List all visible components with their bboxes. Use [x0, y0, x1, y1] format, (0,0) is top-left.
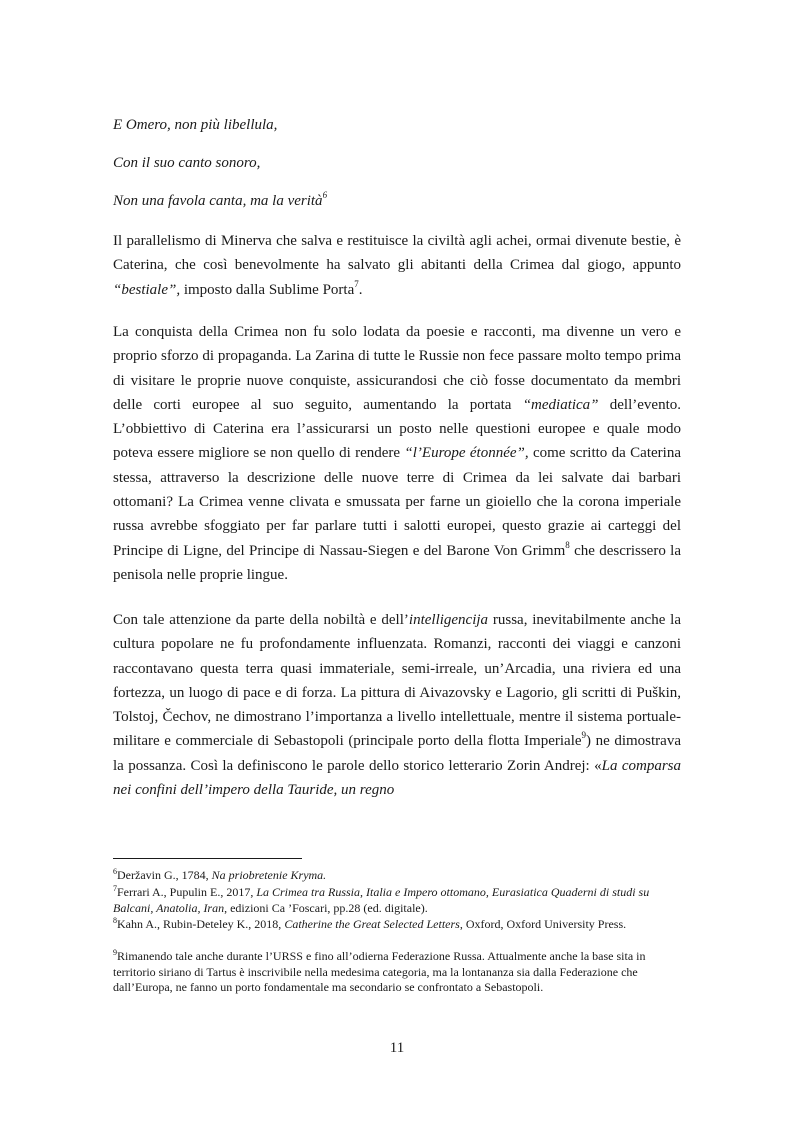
footnote-ref-6: 6: [322, 190, 328, 200]
footnote-ref-8: 8: [565, 539, 570, 550]
verse-line-3: Non una favola canta, ma la verità$^6$: [113, 190, 328, 209]
footnote-ref-9: 9: [581, 730, 587, 741]
footnote-separator: [113, 858, 302, 859]
footnote-ref-7: 7: [354, 278, 359, 289]
paragraph-2: La conquista della Crimea non fu solo lodata da poesie e racconti, ma divenne un vero e proprio sforzo di propaganda. La Zarina di tutte le Russie non fece passare molto tempo prima di visitare le proprie nuove conquiste, assicurandosi che ciò fosse documentato da membri delle corti europee al suo seguito, aumentando la portata “mediatica” dell’evento. L’obbiettivo di Caterina era l’assicurarsi un posto nelle questioni europee e quale modo poteva essere migliore se non quello di rendere “l’Europe étonnée”, come scritto da Caterina stessa, attraverso la descrizione delle nuove terre di Crimea da lei salvate dai barbari ottomani? La Crimea venne clivata e smussata per farne un gioiello che la corona imperiale russa avrebbe sfoggiato per far parlare tutti i salotti europei, questo grazie ai carteggi del Principe di Ligne, del Principe di Nassau-Siegen e del Barone Von Grimm$^8$ che descrissero la penisola nelle proprie lingue.: [113, 324, 681, 583]
footnote-8: $^8$Kahn A., Rubin-Deteley K., 2018, Catherine the Great Selected Letters, Oxford, Oxford University Press.: [113, 916, 627, 931]
paragraph-1: Il parallelismo di Minerva che salva e restituisce la civiltà agli achei, ormai divenute bestie, è Caterina, che così benevolmente ha salvato gli abitanti della Crimea dal giogo, appunto “bestiale”, imposto dalla Sublime Porta$^7$.: [113, 233, 681, 298]
footnote-9: $^9$Rimanendo tale anche durante l’URSS e fino all’odierna Federazione Russa. Attualmente anche la base sita in territorio siriano di Tartus è inscrivibile nella medesima categoria, ma la lontananza sia dalla Federazione che dall’Europa, ne fanno un porto fondamentale ma secondario se confrontato a Sebastopoli.: [113, 948, 646, 994]
verse-line-1: E Omero, non più libellula,: [113, 117, 278, 133]
footnote-6: $^6$Deržavin G., 1784, Na priobretenie Kryma.: [113, 867, 327, 882]
paragraph-3: Con tale attenzione da parte della nobiltà e dell’intelligencija russa, inevitabilmente anche la cultura popolare ne fu profondamente influenzata. Romanzi, racconti dei viaggi e canzoni raccontavano questa terra quasi immateriale, semi-irreale, un’Arcadia, una riviera ed una fortezza, un luogo di pace e di forza. La pittura di Aivazovsky e Lagorio, gli scritti di Puškin, Tolstoj, Čechov, ne dimostrano l’importanza a livello intellettuale, mentre il sistema portuale-militare e commerciale di Sebastopoli (principale porto della flotta Imperiale$^9$) ne dimostrava la possanza. Così la definiscono le parole dello storico letterario Zorin Andrej: «La comparsa nei confini dell’impero della Tauride, un regno: [113, 612, 681, 799]
page-number: 11: [389, 1040, 405, 1056]
verse-line-2: Con il suo canto sonoro,: [113, 155, 261, 171]
footnote-7: $^7$Ferrari A., Pupulin E., 2017, La Crimea tra Russia, Italia e Impero ottomano, Eurasiatica Quaderni di studi su Balcani, Anatolia, Iran, edizioni Ca ’Foscari, pp.28 (ed. digitale).: [113, 884, 650, 915]
